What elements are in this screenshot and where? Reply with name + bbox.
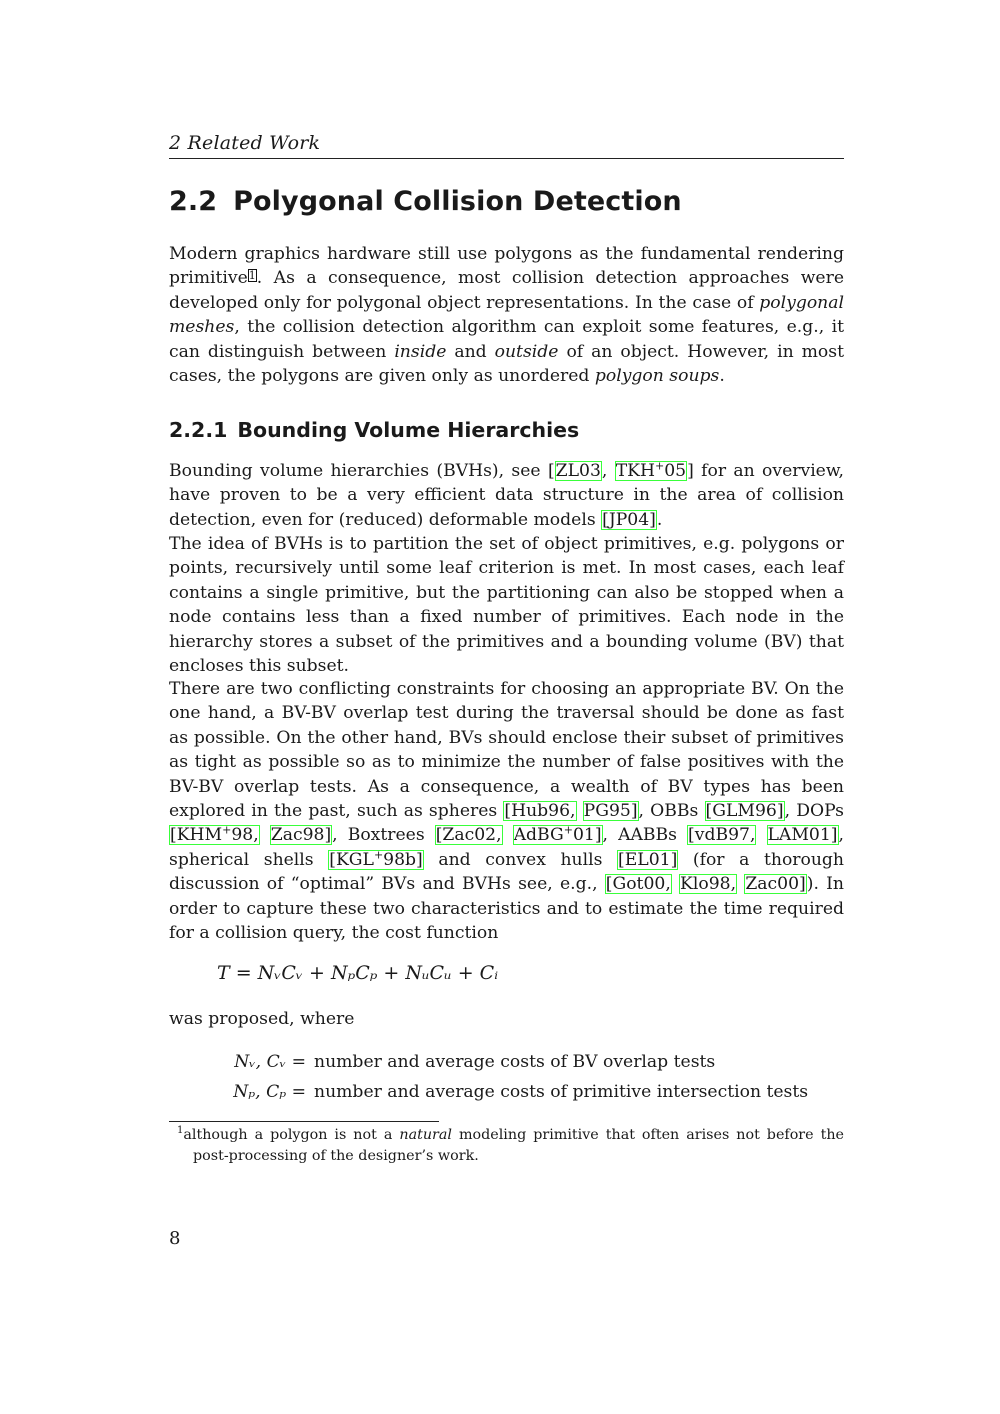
- citation-GLM96[interactable]: [GLM96]: [705, 801, 784, 822]
- citation-TKH05-year: 05: [664, 461, 687, 481]
- intro-text-6: .: [719, 366, 725, 387]
- legend-description: number and average costs of BV overlap tests: [314, 1052, 716, 1072]
- intro-text-2: . As a consequence, most collision detection approaches were developed only for polygonal object representations. In the case of: [169, 268, 844, 313]
- intro-text-1: Modern graphics hardware still use polygons as the fundamental rendering primitive: [169, 244, 844, 289]
- citation-KHM98-label: [KHM: [170, 825, 223, 846]
- intro-text-5: of an object. However, in most cases, the polygons are given only as unordered: [169, 341, 844, 387]
- citation-KHM98[interactable]: [169, 825, 260, 845]
- subsection-title: Bounding Volume Hierarchies: [237, 418, 580, 442]
- subsection-number: 2.2.1: [169, 418, 228, 442]
- citation-TKH05-label: TKH: [615, 461, 655, 481]
- bvh3-text-5: , AABBs: [602, 825, 688, 846]
- bvh3-text-3: , DOPs: [784, 801, 844, 822]
- intro-paragraph: [169, 242, 844, 388]
- citation-Zac00[interactable]: Zac00]: [745, 874, 806, 895]
- citation-Zac02[interactable]: [Zac02,: [435, 825, 502, 846]
- subsection-heading: [169, 418, 579, 442]
- citation-separator: ,: [601, 461, 615, 481]
- citation-EL01[interactable]: [EL01]: [618, 849, 678, 870]
- bvh1-text-3: .: [656, 509, 663, 530]
- footnote-text-1: although a polygon is not a: [183, 1127, 400, 1143]
- citation-TKH05[interactable]: [615, 461, 687, 481]
- citation-PG95[interactable]: PG95]: [583, 801, 638, 822]
- footnote-ref-1[interactable]: 1: [248, 269, 256, 283]
- footnote: [169, 1125, 844, 1167]
- legend-row: [169, 1052, 844, 1082]
- legend-symbol: Nᵥ, Cᵥ =: [234, 1052, 306, 1072]
- bvh3-text-4: , Boxtrees: [332, 825, 435, 846]
- cost-function-equation: T = NᵥCᵥ + NₚCₚ + NᵤCᵤ + Cᵢ: [217, 962, 499, 984]
- section-title: Polygonal Collision Detection: [233, 186, 682, 217]
- citation-JP04[interactable]: [JP04]: [602, 509, 656, 530]
- footnote-mark: 1: [177, 1125, 184, 1137]
- bvh1-text-2: for an overview, have proven to be a very efficient data structure in the area of collision detection, even for (reduced) deformable models: [169, 461, 844, 530]
- section-number: 2.2: [169, 186, 218, 217]
- citation-KGL98b-year: 98b]: [383, 849, 423, 870]
- intro-em-inside: inside: [394, 341, 447, 362]
- bvh3-text-1: There are two conflicting constraints for choosing an appropriate BV. On the one hand, a BV-BV overlap test during the traversal should be done as fast as possible. On the other hand, BVs should enclose their subset of primitives as tight as possible so as to minimize the number of false positives with the BV-BV overlap tests. As a consequence, a wealth of BV types has been explored in the past, such as spheres: [169, 679, 844, 822]
- page-number: 8: [169, 1228, 181, 1249]
- bracket-open: [: [547, 461, 555, 481]
- intro-em-polygon-soups: polygon soups: [594, 366, 720, 387]
- bvh1-text-1: Bounding volume hierarchies (BVHs), see: [169, 461, 548, 481]
- intro-em-polygonal-meshes: polygonal meshes: [169, 292, 844, 338]
- footnote-em-natural: natural: [399, 1127, 452, 1143]
- bracket-close: ]: [687, 461, 694, 481]
- intro-em-outside: outside: [494, 341, 559, 362]
- footnote-text-2: modeling primitive that often arises not before the post-processing of the designer’s work.: [193, 1127, 844, 1164]
- after-equation-text: was proposed, where: [169, 1009, 355, 1029]
- bvh-paragraph-2: The idea of BVHs is to partition the set of object primitives, e.g. polygons or points, recursively until some leaf criterion is met. In most cases, each leaf contains a single primitive, but the partitioning can also be stopped when a node contains less than a fixed number of primitives. Each node in the hierarchy stores a subset of the primitives and a bounding volume (BV) that encloses this subset.: [169, 534, 844, 677]
- running-head: 2 Related Work: [169, 132, 321, 154]
- bvh-paragraph-3: [169, 677, 844, 945]
- citation-AdBG01[interactable]: [513, 825, 603, 845]
- header-rule: [169, 158, 844, 159]
- bvh3-text-8: (for a thorough discussion of “optimal” BVs and BVHs see, e.g.,: [169, 849, 845, 895]
- citation-KGL98b-sup: +: [373, 848, 384, 862]
- citation-KHM98-sup: +: [222, 823, 232, 837]
- bvh3-text-6: , spherical shells: [169, 825, 844, 870]
- citation-KGL98b-label: [KGL: [329, 849, 374, 870]
- intro-text-3: , the collision detection algorithm can exploit some features, e.g., it can distinguish between: [169, 317, 844, 362]
- section-heading: [169, 186, 682, 217]
- bvh3-text-9: ). In order to capture these two characteristics and to estimate the time required for a collision query, the cost function: [169, 874, 844, 944]
- citation-Klo98[interactable]: Klo98,: [680, 874, 737, 895]
- citation-vdB97[interactable]: [vdB97,: [688, 825, 756, 846]
- legend-row: [169, 1082, 844, 1112]
- citation-Zac98[interactable]: Zac98]: [270, 825, 332, 846]
- citation-Got00[interactable]: [Got00,: [605, 874, 671, 895]
- citation-KGL98b[interactable]: [328, 850, 424, 870]
- citation-AdBG01-year: 01]: [572, 825, 602, 846]
- citation-AdBG01-sup: +: [563, 823, 573, 837]
- intro-text-4: and: [446, 341, 495, 362]
- legend-description: number and average costs of primitive intersection tests: [314, 1082, 809, 1102]
- citation-AdBG01-label: AdBG: [513, 825, 564, 846]
- legend-symbol: Nₚ, Cₚ =: [233, 1082, 306, 1102]
- citation-TKH05-sup: +: [654, 459, 665, 473]
- bvh-paragraph-1: [169, 459, 844, 532]
- footnote-rule: [169, 1121, 439, 1122]
- bvh3-text-7: and convex hulls: [423, 849, 618, 870]
- citation-Hub96[interactable]: [Hub96,: [504, 801, 576, 822]
- bvh3-text-2: , OBBs: [638, 801, 705, 822]
- equation-legend: [169, 1052, 844, 1112]
- citation-KHM98-year: 98,: [231, 825, 259, 846]
- citation-LAM01[interactable]: LAM01]: [767, 825, 838, 846]
- citation-ZL03[interactable]: ZL03: [555, 461, 601, 481]
